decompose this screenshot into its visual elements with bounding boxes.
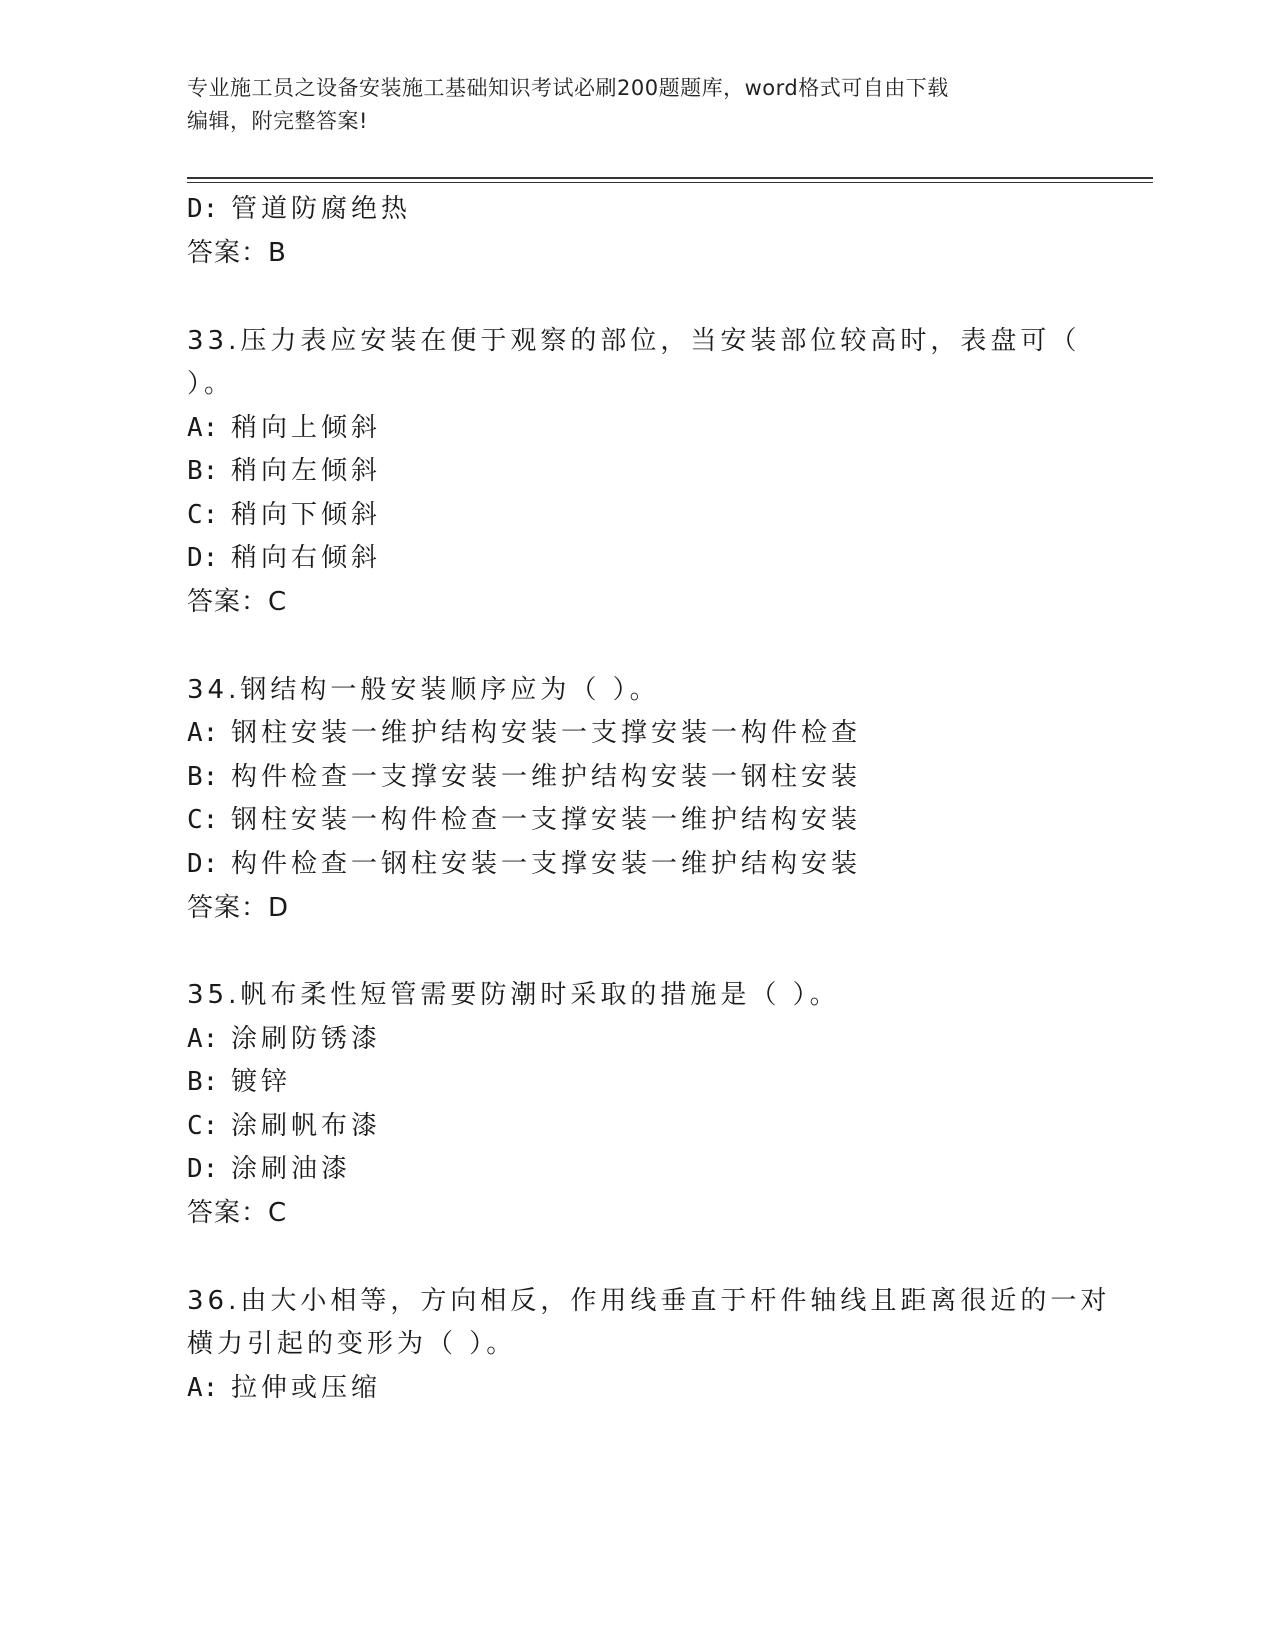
question-stem: 34.钢结构一般安装顺序应为（ ）。 (187, 675, 660, 705)
answer: 答案：C (187, 587, 288, 617)
option-label: C: (187, 500, 219, 530)
option-label: A: (187, 1373, 219, 1403)
option-label: D: (187, 1154, 219, 1184)
option-text: 钢柱安装一构件检查一支撑安装一维护结构安装 (231, 805, 862, 835)
question-stem: 36.由大小相等，方向相反，作用线垂直于杆件轴线且距离很近的一对 (187, 1286, 1111, 1316)
option-a (187, 1022, 381, 1056)
option-d (187, 192, 411, 226)
option-b (187, 760, 861, 794)
answer: 答案：C (187, 1198, 288, 1228)
option-b (187, 1065, 291, 1099)
option-text: 涂刷油漆 (231, 1154, 352, 1184)
option-label: C: (187, 805, 219, 835)
option-a (187, 1371, 381, 1405)
question-stem: 35.帆布柔性短管需要防潮时采取的措施是（ ）。 (187, 980, 840, 1010)
question-stem-continued: ）。 (187, 369, 235, 399)
option-label: C: (187, 1111, 219, 1141)
answer: 答案：B (187, 238, 287, 268)
option-c (187, 1109, 381, 1143)
option-text: 稍向左倾斜 (231, 456, 382, 486)
option-text: 管道防腐绝热 (231, 194, 412, 224)
header-line-1: 专业施工员之设备安装施工基础知识考试必刷200题题库，word格式可自由下载 (187, 76, 949, 100)
header-line-2: 编辑，附完整答案! (187, 109, 368, 133)
option-text: 钢柱安装一维护结构安装一支撑安装一构件检查 (231, 718, 862, 748)
option-label: B: (187, 456, 219, 486)
option-b (187, 454, 381, 488)
page-header (187, 72, 1067, 138)
question-stem: 33.压力表应安装在便于观察的部位，当安装部位较高时，表盘可（ (187, 326, 1081, 356)
option-c (187, 803, 861, 837)
question-stem-continued: 横力引起的变形为（ ）。 (187, 1329, 517, 1359)
option-text: 涂刷帆布漆 (231, 1111, 382, 1141)
option-text: 稍向上倾斜 (231, 413, 382, 443)
option-text: 涂刷防锈漆 (231, 1024, 382, 1054)
option-label: A: (187, 1024, 219, 1054)
option-text: 稍向下倾斜 (231, 500, 382, 530)
option-text: 构件检查一钢柱安装一支撑安装一维护结构安装 (231, 849, 862, 879)
option-text: 拉伸或压缩 (231, 1373, 382, 1403)
option-label: B: (187, 762, 219, 792)
option-d (187, 541, 381, 575)
option-label: B: (187, 1067, 219, 1097)
option-label: D: (187, 543, 219, 573)
option-text: 构件检查一支撑安装一维护结构安装一钢柱安装 (231, 762, 862, 792)
header-rule-thin (187, 182, 1153, 183)
option-a (187, 716, 861, 750)
answer: 答案：D (187, 893, 290, 923)
option-c (187, 498, 381, 532)
option-text: 稍向右倾斜 (231, 543, 382, 573)
option-label: D: (187, 194, 219, 224)
option-d (187, 847, 861, 881)
option-label: D: (187, 849, 219, 879)
option-label: A: (187, 413, 219, 443)
option-text: 镀锌 (231, 1067, 292, 1097)
option-d (187, 1152, 351, 1186)
header-rule-thick (187, 177, 1153, 179)
option-label: A: (187, 718, 219, 748)
option-a (187, 411, 381, 445)
